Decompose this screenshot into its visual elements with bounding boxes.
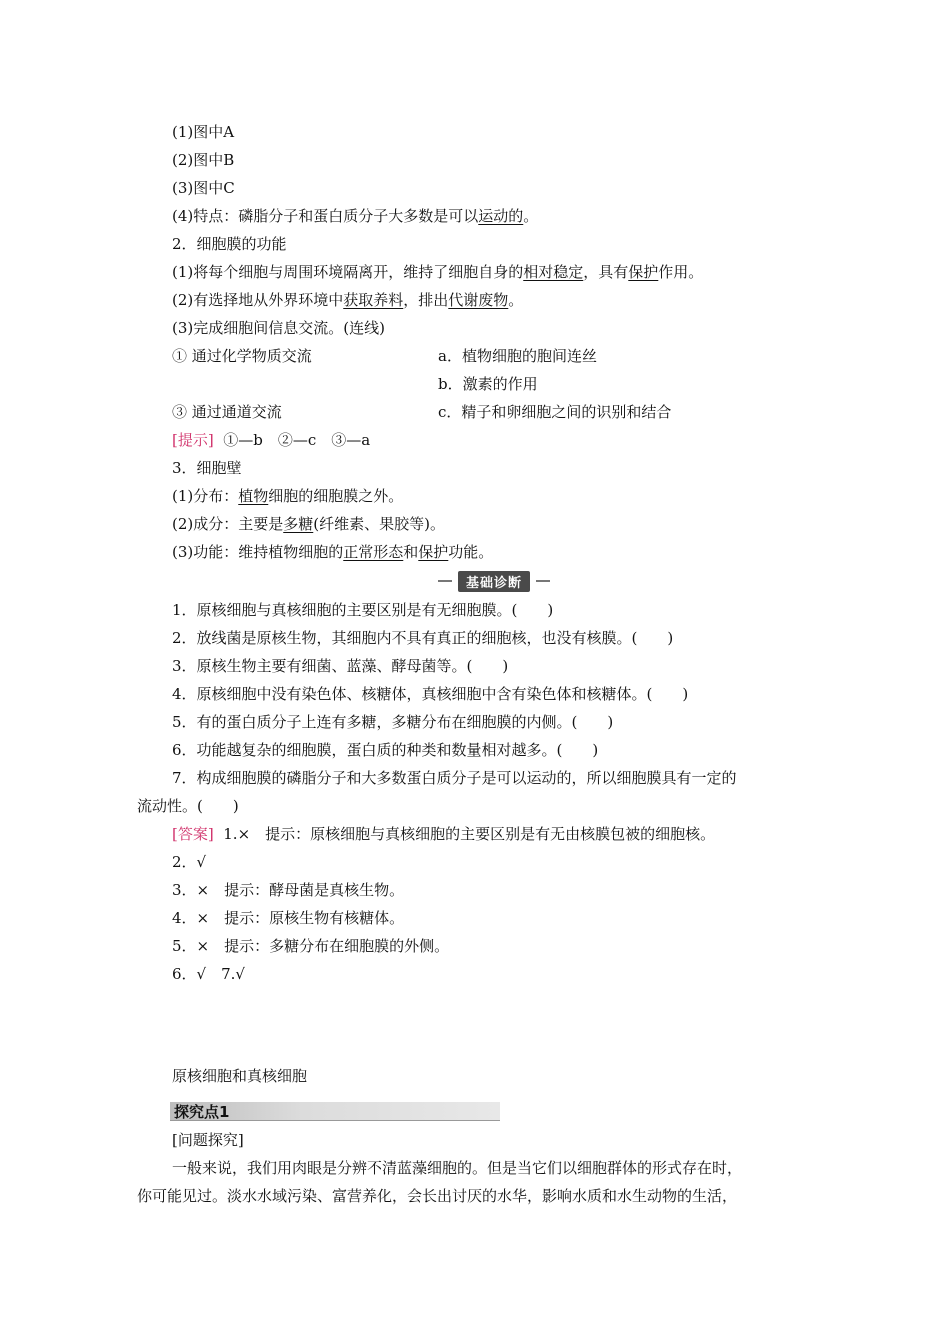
section-title: 原核细胞和真核细胞 xyxy=(172,1067,308,1085)
underlined-answer: 相对稳定 xyxy=(523,263,584,281)
badge-rule-right xyxy=(536,580,550,582)
question-explore-label: [问题探究] xyxy=(172,1131,244,1149)
function-line-2 xyxy=(172,290,523,310)
match-left-1: ① 通过化学物质交流 xyxy=(172,347,312,365)
text: (纤维素、果胶等)。 xyxy=(313,515,445,533)
structure-line-3: (3)图中C xyxy=(172,179,235,197)
answer-5: 5．× 提示：多糖分布在细胞膜的外侧。 xyxy=(172,937,450,955)
underlined-answer: 获取养料 xyxy=(343,291,404,309)
question-7: 7．构成细胞膜的磷脂分子和大多数蛋白质分子是可以运动的，所以细胞膜具有一定的 xyxy=(172,769,737,787)
question-7-continued: 流动性。( ) xyxy=(137,797,239,815)
hint-label: [提示] xyxy=(172,431,214,449)
paragraph-line-1: 一般来说，我们用肉眼是分辨不清蓝藻细胞的。但是当它们以细胞群体的形式存在时， xyxy=(172,1159,743,1177)
question-3: 3．原核生物主要有细菌、蓝藻、酵母菌等。( ) xyxy=(172,657,509,675)
underlined-answer: 正常形态 xyxy=(343,543,404,561)
text: 作用。 xyxy=(658,263,704,281)
answer-3: 3．× 提示：酵母菌是真核生物。 xyxy=(172,881,405,899)
structure-line-1: (1)图中A xyxy=(172,123,235,141)
paragraph-line-2: 你可能见过。淡水水域污染、富营养化，会长出讨厌的水华，影响水质和水生动物的生活， xyxy=(137,1187,738,1205)
function-line-3: (3)完成细胞间信息交流。(连线) xyxy=(172,319,385,337)
text: (1)将每个细胞与周围环境隔离开，维持了细胞自身的 xyxy=(172,263,524,281)
underlined-answer: 保护 xyxy=(418,543,449,561)
text: (1)分布： xyxy=(172,487,239,505)
text: (2)成分：主要是 xyxy=(172,515,284,533)
question-5: 5．有的蛋白质分子上连有多糖，多糖分布在细胞膜的内侧。( ) xyxy=(172,713,614,731)
answer-4: 4．× 提示：原核生物有核糖体。 xyxy=(172,909,405,927)
text: ，排出 xyxy=(403,291,449,309)
badge-label: 基础诊断 xyxy=(458,571,530,592)
text: 细胞的细胞膜之外。 xyxy=(268,487,404,505)
text: (3)功能：维持植物细胞的 xyxy=(172,543,344,561)
function-heading: 2．细胞膜的功能 xyxy=(172,235,287,253)
question-2: 2．放线菌是原核生物，其细胞内不具有真正的细胞核，也没有核膜。( ) xyxy=(172,629,674,647)
wall-line-2 xyxy=(172,514,445,534)
underlined-answer: 运动的 xyxy=(478,207,524,225)
underlined-answer: 保护 xyxy=(628,263,659,281)
diagnosis-badge xyxy=(438,571,550,591)
badge-rule-left xyxy=(438,580,452,582)
text: (4)特点：磷脂分子和蛋白质分子大多数是可以 xyxy=(172,207,479,225)
explore-point-banner xyxy=(170,1102,500,1121)
text: 功能。 xyxy=(448,543,494,561)
text: ，具有 xyxy=(583,263,629,281)
explore-point-label: 探究点1 xyxy=(174,1103,230,1121)
answer-line-1 xyxy=(172,824,715,844)
question-4: 4．原核细胞中没有染色体、核糖体，真核细胞中含有染色体和核糖体。( ) xyxy=(172,685,689,703)
hint-text: ①—b ②—c ③—a xyxy=(223,431,371,449)
match-left-3: ③ 通过通道交流 xyxy=(172,403,282,421)
answer-text: 1.× 提示：原核细胞与真核细胞的主要区别是有无由核膜包被的细胞核。 xyxy=(223,825,716,843)
question-1: 1．原核细胞与真核细胞的主要区别是有无细胞膜。( ) xyxy=(172,601,554,619)
text: 。 xyxy=(523,207,539,225)
function-line-1 xyxy=(172,262,703,282)
underlined-answer: 多糖 xyxy=(283,515,314,533)
underlined-answer: 代谢废物 xyxy=(448,291,509,309)
answer-label: [答案] xyxy=(172,825,214,843)
underlined-answer: 植物 xyxy=(238,487,269,505)
question-6: 6．功能越复杂的细胞膜，蛋白质的种类和数量相对越多。( ) xyxy=(172,741,599,759)
match-right-c: c．精子和卵细胞之间的识别和结合 xyxy=(438,403,672,421)
match-right-b: b．激素的作用 xyxy=(438,375,538,393)
match-right-a: a．植物细胞的胞间连丝 xyxy=(438,347,597,365)
text: 。 xyxy=(508,291,524,309)
text: 和 xyxy=(403,543,419,561)
structure-line-2: (2)图中B xyxy=(172,151,235,169)
answer-6-7: 6．√ 7.√ xyxy=(172,965,245,983)
answer-2: 2．√ xyxy=(172,853,207,871)
wall-line-1 xyxy=(172,486,403,506)
text: (2)有选择地从外界环境中 xyxy=(172,291,344,309)
wall-heading: 3．细胞壁 xyxy=(172,459,242,477)
hint-line xyxy=(172,430,370,450)
structure-line-4 xyxy=(172,206,538,226)
wall-line-3 xyxy=(172,542,493,562)
